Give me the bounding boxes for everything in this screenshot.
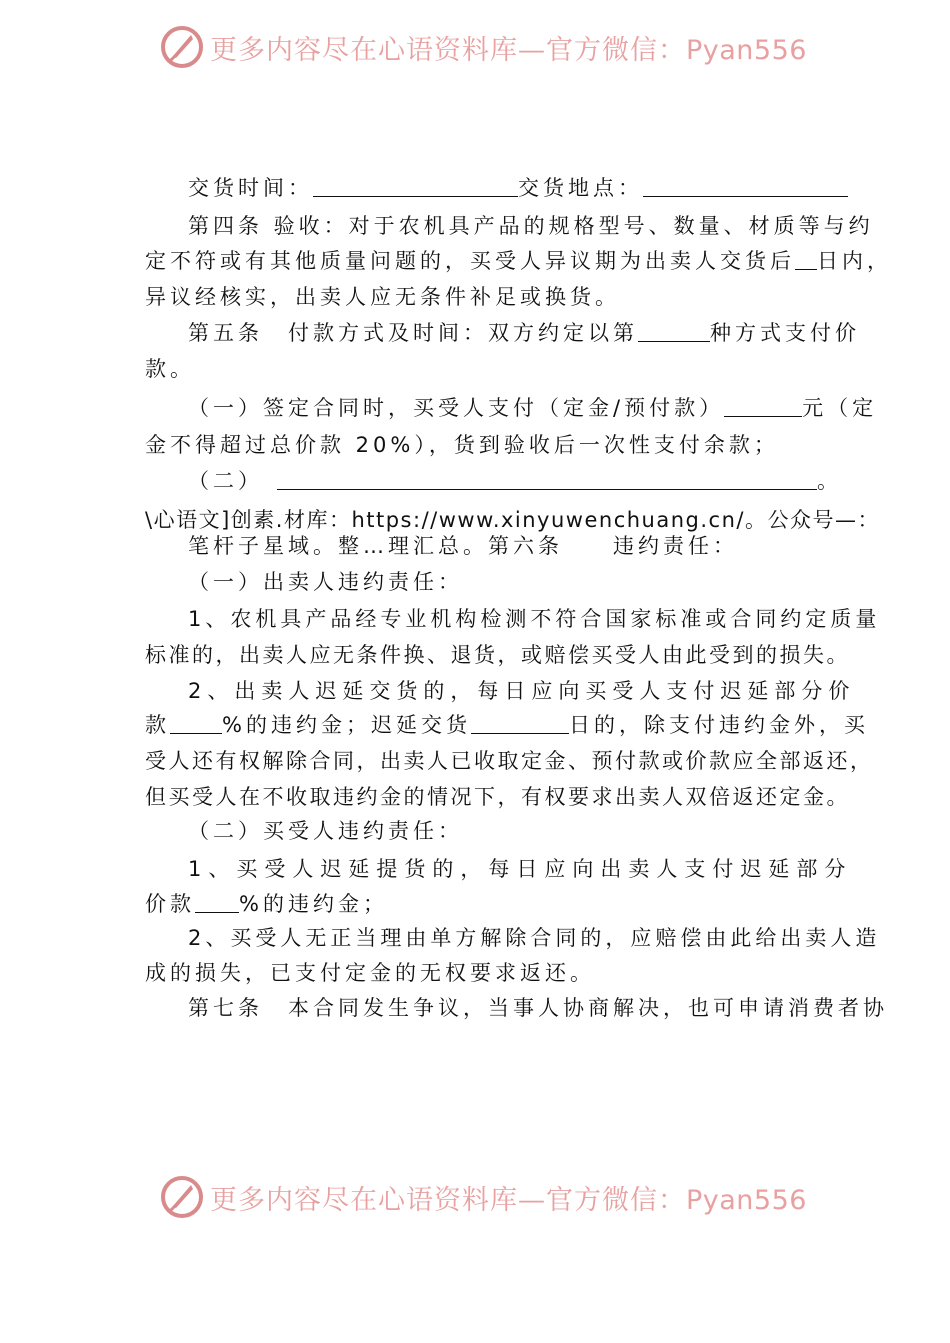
buyer-liability-2: 2、买受人无正当理由单方解除合同的，应赔偿由此给出卖人造 [188,926,881,950]
source-notice: \心语文]创素.材库：https://www.xinyuwenchuang.cn/。公众号—： [145,508,880,532]
watermark-text: 更多内容尽在心语资料库—官方微信：Pyan556 [210,34,807,66]
article-5-line-1: 第五条 付款方式及时间：双方约定以第 种方式支付价 [188,321,860,345]
article-4-line-3: 异议经核实，出卖人应无条件补足或换货。 [145,285,620,309]
watermark-banner-bottom [160,1172,807,1222]
delivery-line: 交货时间： 交货地点： [188,173,868,203]
seller-liability-1-cont: 标准的，出卖人应无条件换、退货，或赔偿买受人由此受到的损失。 [145,643,850,667]
buyer-liability-2-cont: 成的损失，已支付定金的无权要求返还。 [145,961,595,985]
buyer-liability-1: 1、买受人迟延提货的，每日应向出卖人支付迟延部分 [188,857,853,881]
seller-liability-1: 1、农机具产品经专业机构检测不符合国家标准或合同约定质量 [188,607,881,631]
seller-liability-heading: （一）出卖人违约责任： [188,570,463,594]
article-7-line-1: 第七条 本合同发生争议，当事人协商解决，也可申请消费者协 [188,996,888,1020]
article-5-line-2: 款。 [145,357,195,381]
article-5-clause-1-cont: 金不得超过总价款 20%），货到验收后一次性支付余款； [145,433,779,457]
seller-liability-2-cont3: 但买受人在不收取违约金的情况下，有权要求出卖人双倍返还定金。 [145,785,850,809]
quill-logo-icon [160,25,204,69]
article-5-clause-1: （一）签定合同时，买受人支付（定金/预付款） 元（定 [188,396,878,420]
watermark-banner-top [160,22,807,72]
article-6-heading: 笔杆子星域。整…理汇总。第六条 违约责任： [188,534,738,558]
buyer-liability-1-cont: 价款 %的违约金； [145,892,388,916]
article-4-line-1: 第四条 验收：对于农机具产品的规格型号、数量、材质等与约 [188,214,874,238]
seller-liability-2-cont2: 受人还有权解除合同，出卖人已收取定金、预付款或价款应全部返还， [145,749,874,773]
seller-liability-2-cont: 款 %的违约金；迟延交货 日的，除支付违约金外，买 [145,713,869,737]
watermark-text: 更多内容尽在心语资料库—官方微信：Pyan556 [210,1184,807,1216]
article-4-line-2: 定不符或有其他质量问题的，买受人异议期为出卖人交货后 日内， [145,249,892,273]
seller-liability-2: 2、出卖人迟延交货的，每日应向买受人支付迟延部分价 [188,679,856,703]
article-5-clause-2: （二） 。 [188,469,842,493]
quill-logo-icon [160,1175,204,1219]
buyer-liability-heading: （二）买受人违约责任： [188,819,463,843]
